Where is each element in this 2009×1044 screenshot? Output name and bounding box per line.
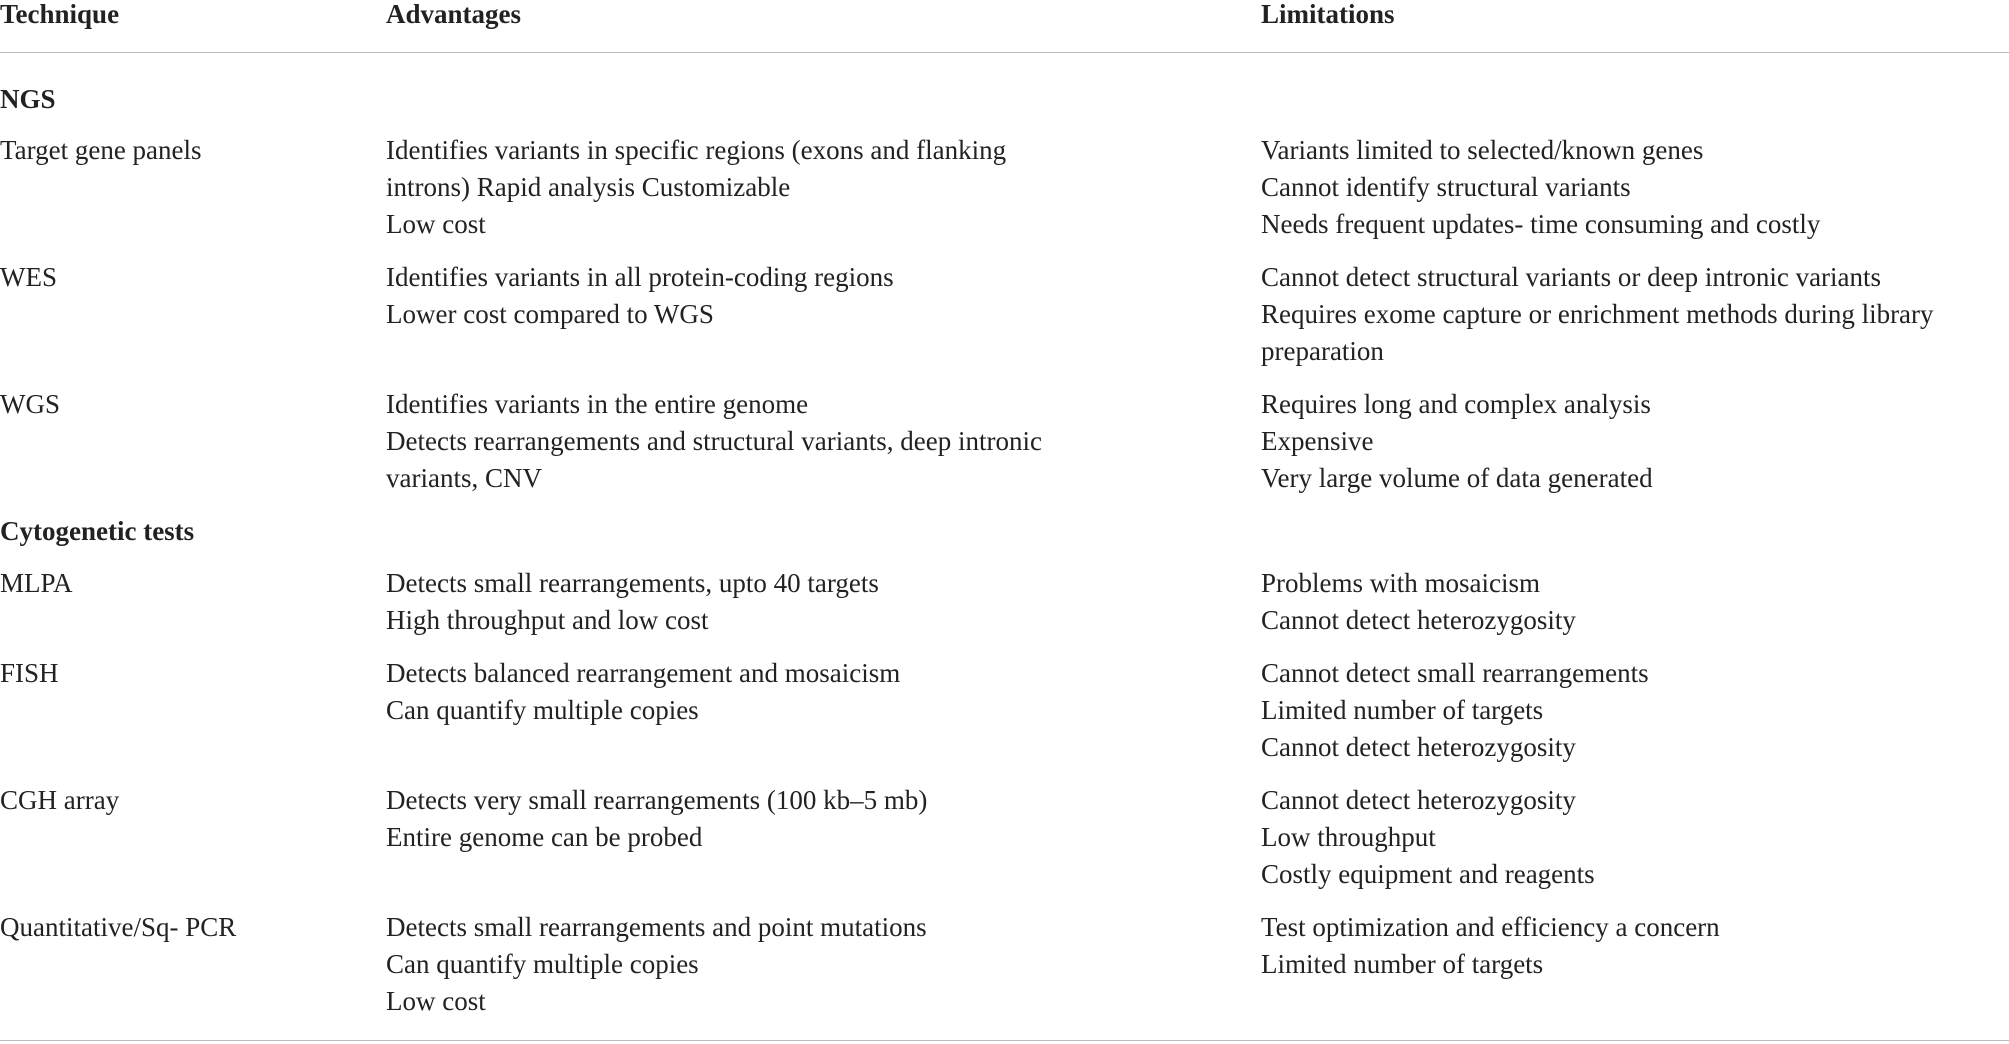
advantage-line: introns) Rapid analysis Customizable [386, 172, 791, 202]
advantages-cell [386, 259, 1226, 333]
limitation-line: Variants limited to selected/known genes [1261, 135, 1704, 165]
limitations-cell [1261, 259, 2006, 370]
table-header-row [0, 0, 2009, 53]
limitation-line: Requires exome capture or enrichment methods during library [1261, 299, 1934, 329]
advantage-line: Low cost [386, 209, 486, 239]
limitation-line: Cannot detect small rearrangements [1261, 658, 1649, 688]
header-limitations: Limitations [1261, 0, 1395, 29]
limitation-line: Cannot detect structural variants or deep intronic variants [1261, 262, 1882, 292]
limitation-line: preparation [1261, 336, 1384, 366]
technique-cell: CGH array [0, 785, 120, 815]
limitations-cell [1261, 909, 2006, 983]
limitation-line: Expensive [1261, 426, 1374, 456]
section-heading-cytogenetic: Cytogenetic tests [0, 516, 195, 546]
advantages-cell [386, 655, 1226, 729]
advantage-line: Can quantify multiple copies [386, 695, 699, 725]
advantage-line: Detects balanced rearrangement and mosaicism [386, 658, 901, 688]
advantage-line: Detects small rearrangements, upto 40 targets [386, 568, 879, 598]
limitations-cell [1261, 655, 2006, 766]
advantages-cell [386, 565, 1226, 639]
limitations-cell [1261, 386, 2006, 497]
technique-cell: FISH [0, 658, 59, 688]
advantage-line: Can quantify multiple copies [386, 949, 699, 979]
technique-cell: WGS [0, 389, 60, 419]
limitation-line: Needs frequent updates- time consuming and costly [1261, 209, 1821, 239]
advantages-cell [386, 386, 1226, 497]
advantage-line: Low cost [386, 986, 486, 1016]
advantages-cell [386, 132, 1226, 243]
advantage-line: variants, CNV [386, 463, 542, 493]
limitation-line: Limited number of targets [1261, 949, 1544, 979]
limitation-line: Test optimization and efficiency a concern [1261, 912, 1720, 942]
advantages-cell [386, 909, 1226, 1020]
technique-cell: WES [0, 262, 57, 292]
advantage-line: Entire genome can be probed [386, 822, 703, 852]
limitations-cell [1261, 565, 2006, 639]
limitation-line: Problems with mosaicism [1261, 568, 1540, 598]
advantage-line: Detects very small rearrangements (100 kb–5 mb) [386, 785, 928, 815]
limitation-line: Very large volume of data generated [1261, 463, 1653, 493]
section-heading-ngs: NGS [0, 84, 56, 114]
technique-cell: Quantitative/Sq- PCR [0, 912, 237, 942]
limitation-line: Costly equipment and reagents [1261, 859, 1595, 889]
limitation-line: Requires long and complex analysis [1261, 389, 1651, 419]
limitation-line: Cannot identify structural variants [1261, 172, 1631, 202]
advantage-line: Detects small rearrangements and point mutations [386, 912, 927, 942]
advantage-line: High throughput and low cost [386, 605, 709, 635]
limitations-cell [1261, 782, 2006, 893]
header-advantages: Advantages [386, 0, 522, 29]
advantage-line: Identifies variants in specific regions (exons and flanking [386, 135, 1007, 165]
advantage-line: Identifies variants in the entire genome [386, 389, 809, 419]
limitation-line: Cannot detect heterozygosity [1261, 732, 1576, 762]
table-bottom-rule [0, 1040, 2009, 1041]
header-technique: Technique [0, 0, 120, 29]
limitations-cell [1261, 132, 2006, 243]
advantages-cell [386, 782, 1226, 856]
limitation-line: Cannot detect heterozygosity [1261, 785, 1576, 815]
limitation-line: Low throughput [1261, 822, 1436, 852]
limitation-line: Cannot detect heterozygosity [1261, 605, 1576, 635]
advantage-line: Identifies variants in all protein-coding regions [386, 262, 894, 292]
technique-cell: MLPA [0, 568, 73, 598]
advantage-line: Lower cost compared to WGS [386, 299, 714, 329]
limitation-line: Limited number of targets [1261, 695, 1544, 725]
technique-cell: Target gene panels [0, 135, 202, 165]
advantage-line: Detects rearrangements and structural variants, deep intronic [386, 426, 1042, 456]
